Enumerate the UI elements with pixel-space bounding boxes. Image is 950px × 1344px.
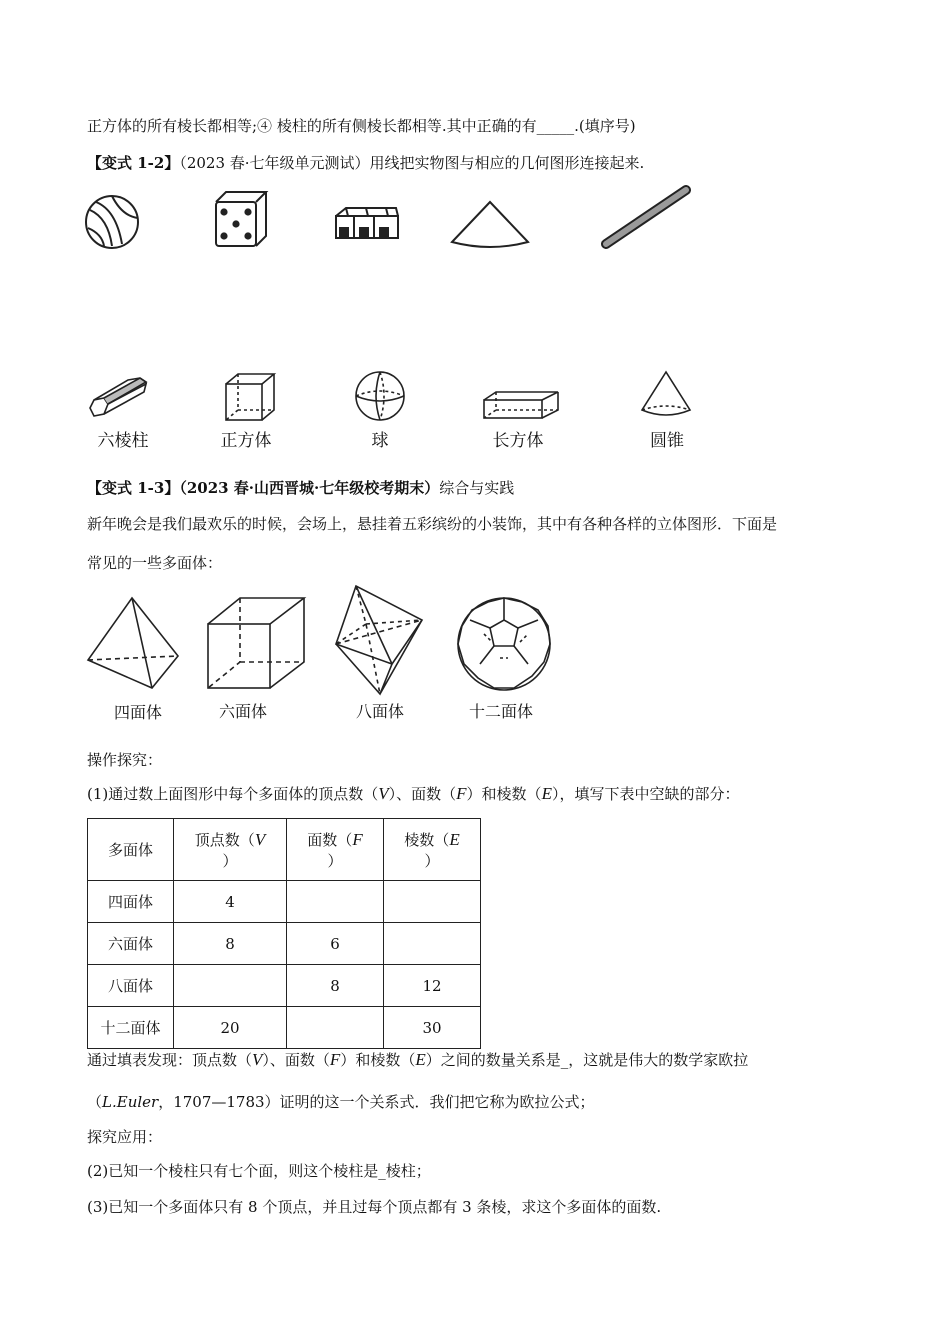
carton-box-picture (336, 208, 398, 238)
variable-v: V (378, 784, 389, 803)
dice-picture (216, 192, 266, 246)
shape-label-sphere: 球 (371, 431, 389, 451)
header-var: V (254, 829, 266, 849)
header-cell-vertices (174, 819, 287, 881)
header-var: F (352, 829, 363, 849)
table-row (88, 1007, 481, 1049)
cuboid-shape (484, 392, 558, 418)
table-cell (287, 881, 384, 923)
variable-v: V (252, 1050, 263, 1069)
polyhedron-label-tetrahedron: 四面体 (113, 703, 162, 722)
variable-e: E (415, 1050, 426, 1069)
table-cell (174, 965, 287, 1007)
table-cell: 八面体 (88, 965, 174, 1007)
table-cell: 20 (174, 1007, 287, 1049)
table-cell: 6 (287, 923, 384, 965)
header-close: ） (222, 851, 238, 870)
explore-question-1 (87, 784, 739, 804)
real-objects-figure (82, 188, 702, 258)
question-paragraph: 新年晚会是我们最欢乐的时候，会场上，悬挂着五彩缤纷的小装饰，其中有各种各样的立体图形．下面是 (87, 515, 778, 533)
tetrahedron-shape (88, 598, 178, 688)
table-header-row (88, 819, 481, 881)
variable-f: F (329, 1050, 341, 1069)
text-segment: ，1707—1783）证明的这一个关系式．我们把它称为欧拉公式； (158, 1093, 595, 1111)
polyhedron-label-octahedron: 八面体 (355, 702, 404, 721)
text-segment: ）和棱数（ (466, 785, 542, 803)
header-text: 棱数（ (404, 830, 450, 849)
question-1-2 (87, 153, 644, 173)
table-cell: 12 (384, 965, 481, 1007)
table-cell: 六面体 (88, 923, 174, 965)
table-cell: 十二面体 (88, 1007, 174, 1049)
text-segment: ）、面数（ (388, 785, 457, 803)
header-close: ） (327, 851, 343, 870)
volleyball-picture (86, 196, 138, 248)
table-cell: 8 (287, 965, 384, 1007)
polyhedron-label-hexahedron: 六面体 (218, 702, 267, 721)
text-segment: ）、面数（ (262, 1051, 330, 1069)
euler-table (87, 818, 481, 1049)
question-title: 综合与实践 (439, 479, 515, 497)
question-tag: 【变式 1-2】 (87, 154, 180, 172)
header-close: ） (424, 851, 440, 870)
shape-label-cuboid: 长方体 (492, 431, 544, 451)
octahedron-shape (336, 586, 422, 694)
explore-heading: 操作探究： (87, 751, 163, 769)
fan-picture (452, 202, 528, 247)
text-segment: （ (87, 1093, 103, 1111)
shape-label-cone: 圆锥 (650, 431, 684, 451)
polyhedron-label-dodecahedron: 十二面体 (468, 702, 533, 721)
header-cell-edges (384, 819, 481, 881)
header-var: E (449, 829, 460, 849)
apply-question-3: (3)已知一个多面体只有 8 个顶点，并且过每个顶点都有 3 条棱，求这个多面体的面数. (87, 1198, 662, 1216)
question-1-3 (87, 478, 514, 498)
shape-label-cube: 正方体 (220, 431, 272, 451)
table-cell: 8 (174, 923, 287, 965)
rod-picture (606, 190, 686, 244)
table-cell: 四面体 (88, 881, 174, 923)
table-cell: 4 (174, 881, 287, 923)
table-cell: 30 (384, 1007, 481, 1049)
header-text: 面数（ (307, 830, 353, 849)
table-cell (384, 923, 481, 965)
shape-label-hexagonal-prism: 六棱柱 (97, 431, 149, 451)
text-segment: ）和棱数（ (340, 1051, 416, 1069)
question-source: （2023 春·七年级单元测试） (179, 154, 370, 172)
text-segment: 通过填表发现：顶点数（ (87, 1051, 253, 1069)
text-segment: (1)通过数上面图形中每个多面体的顶点数（ (87, 785, 379, 803)
polyhedra-figure (82, 584, 562, 694)
geometric-shapes-figure (82, 368, 702, 428)
table-row (88, 881, 481, 923)
variable-f: F (456, 784, 467, 803)
text-segment: ）之间的数量关系是_，这就是伟大的数学家欧拉 (425, 1051, 749, 1069)
variable-e: E (541, 784, 552, 803)
question-source: （2023 春·山西晋城·七年级校考期末） (179, 479, 440, 497)
findings-line-2 (87, 1092, 595, 1112)
question-text: 用线把实物图与相应的几何图形连接起来. (369, 154, 645, 172)
cone-shape (642, 372, 690, 415)
header-text: 顶点数（ (194, 830, 255, 849)
hexagonal-prism-shape (90, 378, 146, 416)
intro-line: 正方体的所有棱长都相等;④ 棱柱的所有侧棱长都相等.其中正确的有_____.(填序号) (87, 117, 636, 135)
text-segment: ），填写下表中空缺的部分： (551, 785, 740, 803)
euler-name: L.Euler (102, 1093, 159, 1111)
table-cell (384, 881, 481, 923)
question-paragraph: 常见的一些多面体： (87, 554, 223, 572)
cube-shape (208, 598, 304, 688)
findings-line (87, 1050, 748, 1070)
question-tag: 【变式 1-3】 (87, 479, 180, 497)
apply-question-2: (2)已知一个棱柱只有七个面，则这个棱柱是_棱柱； (87, 1162, 431, 1180)
header-cell-faces (287, 819, 384, 881)
sphere-shape (356, 372, 404, 420)
dodecahedron-shape (458, 598, 550, 690)
table-row (88, 923, 481, 965)
table-row (88, 965, 481, 1007)
cube-shape (226, 374, 274, 420)
header-cell: 多面体 (88, 819, 174, 881)
table-cell (287, 1007, 384, 1049)
apply-heading: 探究应用： (87, 1128, 163, 1146)
